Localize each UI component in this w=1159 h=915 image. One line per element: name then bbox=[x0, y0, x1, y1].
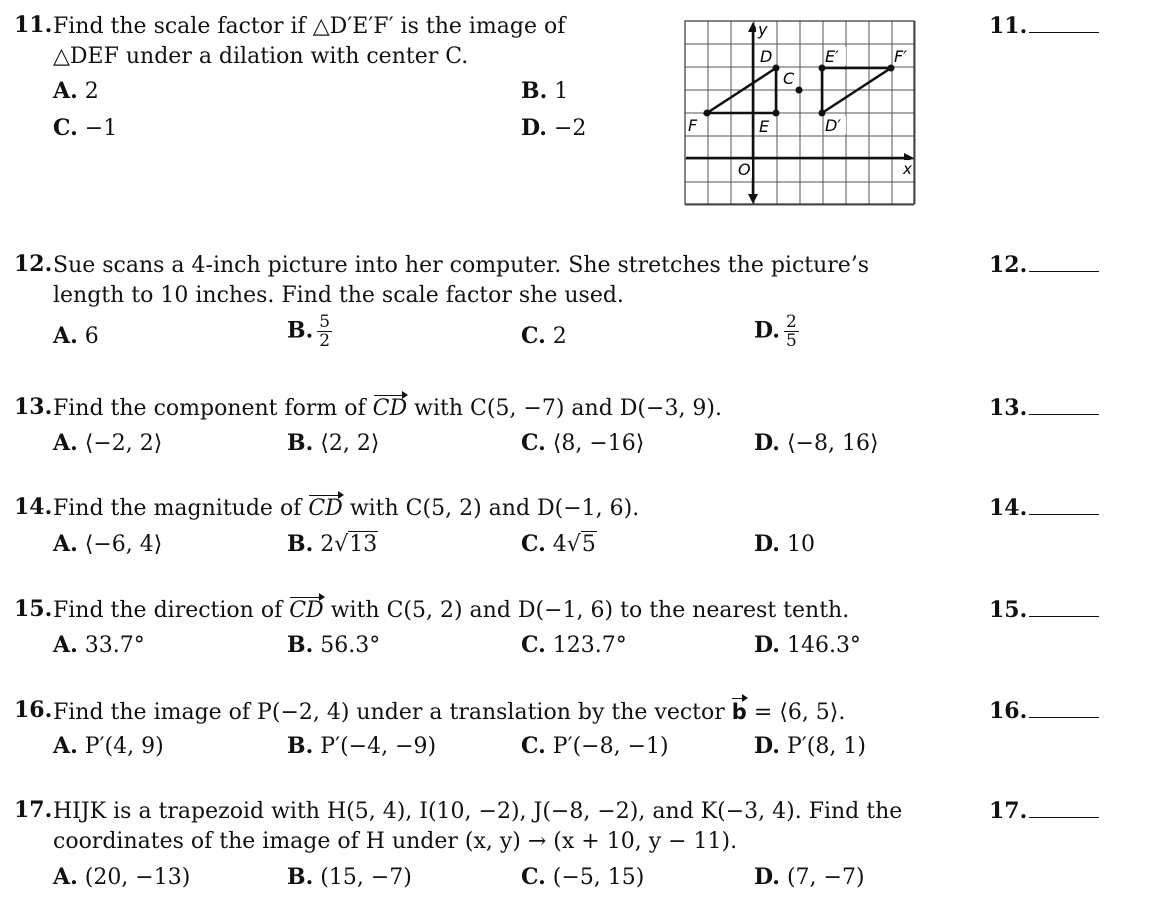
answer-blank[interactable]: 13. bbox=[989, 394, 1099, 421]
choice-c[interactable]: C. 4√5 bbox=[521, 531, 596, 557]
question-16 bbox=[14, 697, 1144, 767]
answer-blank[interactable]: 15. bbox=[989, 596, 1099, 623]
choice-d[interactable]: D. ⟨−8, 16⟩ bbox=[754, 430, 879, 456]
point-d-prime-label: D′ bbox=[825, 116, 841, 135]
question-number: 17. bbox=[14, 797, 53, 823]
question-stem: Find the direction of CD with C(5, 2) and D(−1, 6) to the nearest tenth. bbox=[53, 596, 849, 626]
choice-d[interactable]: D. (7, −7) bbox=[754, 864, 865, 890]
question-12 bbox=[14, 251, 1144, 366]
question-number: 16. bbox=[14, 697, 53, 723]
choice-b[interactable]: B. $\frac{5}{2}$ bbox=[287, 312, 331, 351]
question-number: 13. bbox=[14, 394, 53, 420]
fraction: $\frac{5}{2}$ bbox=[319, 312, 331, 351]
question-stem bbox=[53, 12, 565, 72]
choice-d[interactable]: D. P′(8, 1) bbox=[754, 733, 866, 759]
choice-a[interactable]: A. (20, −13) bbox=[53, 864, 191, 890]
question-number: 11. bbox=[14, 12, 53, 38]
question-17 bbox=[14, 797, 1144, 902]
fraction: $\frac{2}{5}$ bbox=[785, 312, 797, 351]
answer-blank[interactable]: 14. bbox=[989, 494, 1099, 521]
answer-blank[interactable]: 12. bbox=[989, 251, 1099, 278]
question-stem bbox=[53, 797, 902, 857]
question-number: 14. bbox=[14, 494, 53, 520]
question-13 bbox=[14, 394, 1144, 464]
point-f-label: F bbox=[688, 116, 698, 135]
point-c-label: C bbox=[783, 69, 795, 88]
choice-c[interactable]: C. 2 bbox=[521, 323, 567, 349]
choice-a[interactable]: A. 6 bbox=[53, 323, 99, 349]
question-stem: Find the component form of CD with C(5, −7) and D(−3, 9). bbox=[53, 394, 722, 424]
question-stem bbox=[53, 251, 869, 311]
question-15 bbox=[14, 596, 1144, 666]
choice-c[interactable]: C. (−5, 15) bbox=[521, 864, 645, 890]
question-stem: Find the magnitude of CD with C(5, 2) and D(−1, 6). bbox=[53, 494, 639, 524]
vector-cd: CD bbox=[373, 394, 407, 424]
choice-d[interactable]: D. $\frac{2}{5}$ bbox=[754, 312, 797, 351]
choice-b[interactable]: B. 56.3° bbox=[287, 632, 381, 658]
question-14 bbox=[14, 494, 1144, 564]
vector-b: b bbox=[732, 697, 747, 727]
vector-cd: CD bbox=[308, 494, 342, 524]
choice-a[interactable]: A. ⟨−2, 2⟩ bbox=[53, 430, 163, 456]
choice-d[interactable]: D. −2 bbox=[521, 115, 587, 141]
choice-a[interactable]: A. 2 bbox=[53, 78, 99, 104]
stem-line-1: Find the scale factor if △D′E′F′ is the image of bbox=[53, 14, 566, 39]
question-stem: Find the image of P(−2, 4) under a translation by the vector b = ⟨6, 5⟩. bbox=[53, 697, 845, 728]
choice-b[interactable]: B. 2√13 bbox=[287, 531, 378, 557]
choice-c[interactable]: C. 123.7° bbox=[521, 632, 627, 658]
choice-a[interactable]: A. P′(4, 9) bbox=[53, 733, 164, 759]
choice-b[interactable]: B. (15, −7) bbox=[287, 864, 412, 890]
x-axis-label: x bbox=[903, 160, 912, 178]
choice-a[interactable]: A. ⟨−6, 4⟩ bbox=[53, 531, 163, 557]
answer-blank[interactable]: 17. bbox=[989, 797, 1099, 824]
stem-line-2: △DEF under a dilation with center C. bbox=[53, 44, 469, 69]
origin-label: O bbox=[738, 160, 751, 179]
choice-b[interactable]: B. P′(−4, −9) bbox=[287, 733, 437, 759]
choice-c[interactable]: C. ⟨8, −16⟩ bbox=[521, 430, 645, 456]
stem-line-1: HIJK is a trapezoid with H(5, 4), I(10, −2), J(−8, −2), and K(−3, 4). Find the bbox=[53, 799, 903, 824]
y-axis-label: y bbox=[758, 20, 768, 39]
point-f-prime-label: F′ bbox=[894, 47, 907, 66]
dilation-graph bbox=[684, 20, 916, 206]
choice-c[interactable]: C. −1 bbox=[53, 115, 118, 141]
vector-cd: CD bbox=[289, 596, 323, 626]
stem-line-2: length to 10 inches. Find the scale factor she used. bbox=[53, 283, 624, 308]
point-e-label: E bbox=[759, 117, 770, 136]
answer-blank[interactable]: 16. bbox=[989, 697, 1099, 724]
stem-line-1: Sue scans a 4-inch picture into her computer. She stretches the picture’s bbox=[53, 253, 870, 278]
choice-b[interactable]: B. ⟨2, 2⟩ bbox=[287, 430, 380, 456]
answer-blank[interactable]: 11. bbox=[989, 12, 1099, 39]
point-d-label: D bbox=[760, 47, 773, 66]
choice-a[interactable]: A. 33.7° bbox=[53, 632, 145, 658]
question-11 bbox=[14, 12, 1144, 212]
point-e-prime-label: E′ bbox=[825, 47, 839, 66]
choice-d[interactable]: D. 146.3° bbox=[754, 632, 861, 658]
choice-b[interactable]: B. 1 bbox=[521, 78, 569, 104]
question-number: 15. bbox=[14, 596, 53, 622]
question-number: 12. bbox=[14, 251, 53, 277]
choice-d[interactable]: D. 10 bbox=[754, 531, 815, 557]
choice-c[interactable]: C. P′(−8, −1) bbox=[521, 733, 669, 759]
stem-line-2: coordinates of the image of H under (x, y) → (x + 10, y − 11). bbox=[53, 829, 738, 854]
